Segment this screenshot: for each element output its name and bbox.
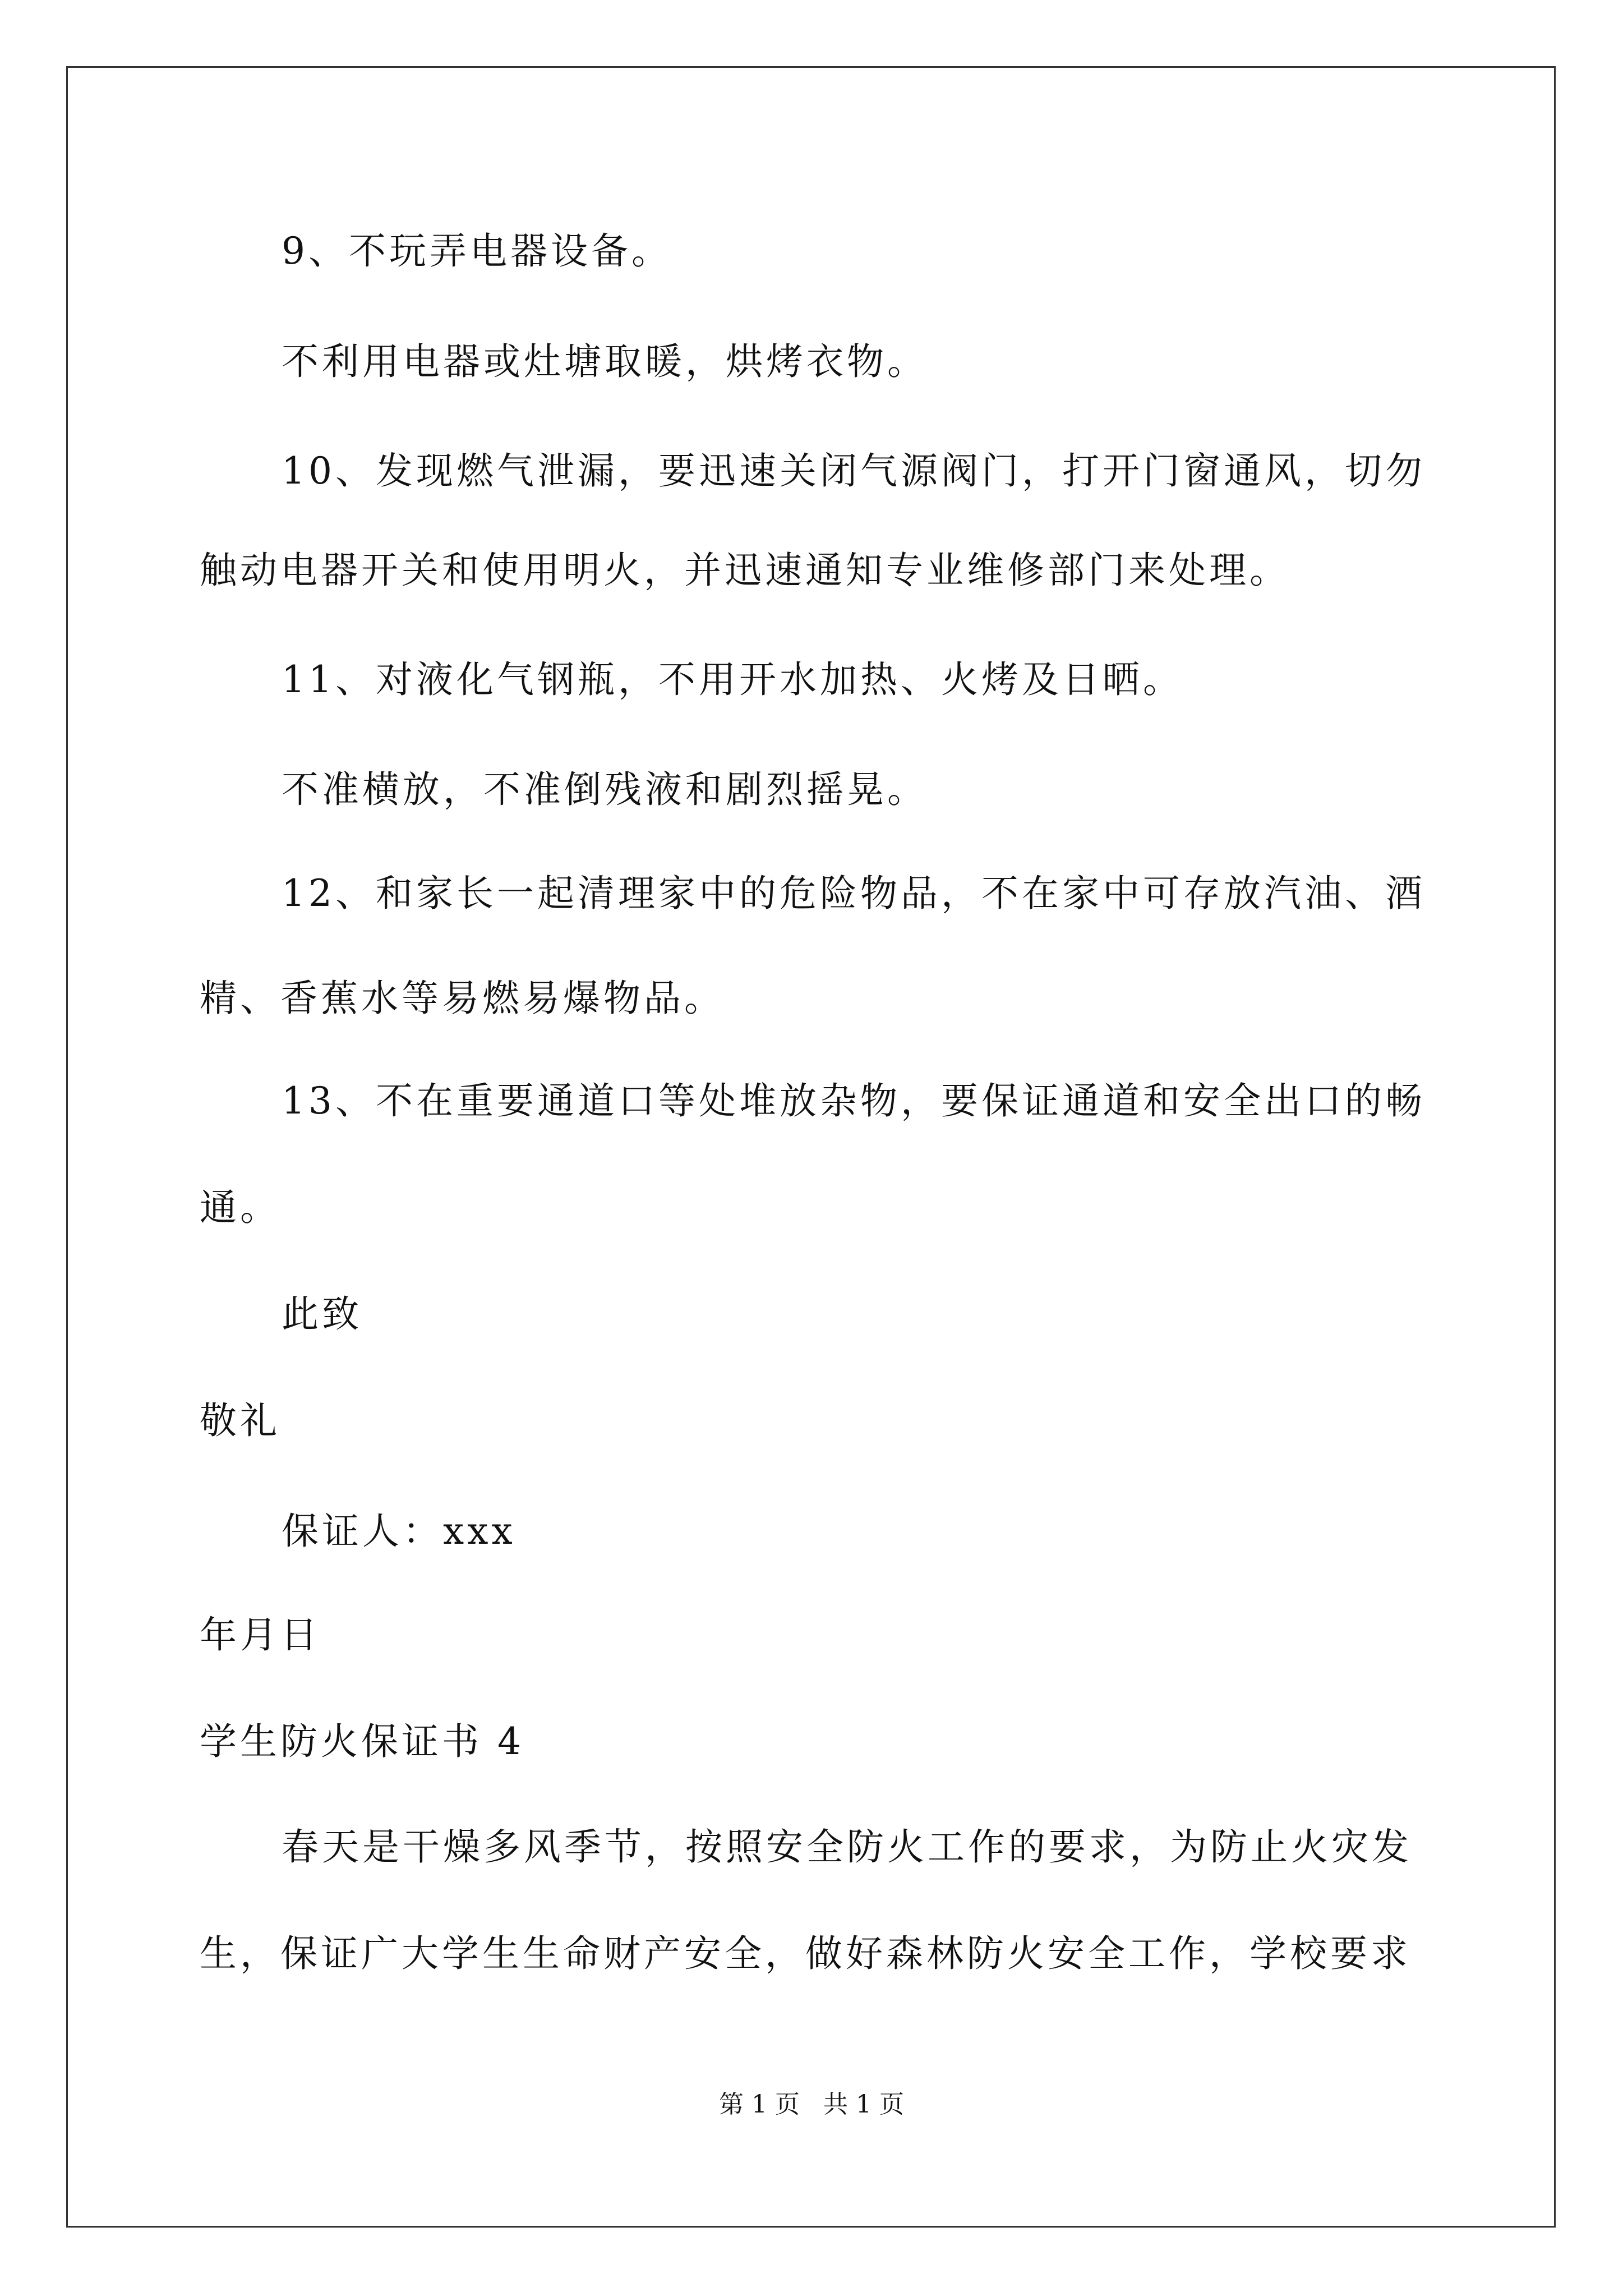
paragraph-line: 10、发现燃气泄漏，要迅速关闭气源阀门，打开门窗通风，切勿: [282, 449, 1426, 493]
paragraph-line: 触动电器开关和使用明火，并迅速通知专业维修部门来处理。: [200, 549, 1290, 592]
paragraph-line: 精、香蕉水等易燃易爆物品。: [200, 977, 725, 1020]
date-line: 年月日: [200, 1613, 321, 1657]
paragraph-line: 春天是干燥多风季节，按照安全防火工作的要求，为防止火灾发: [282, 1825, 1412, 1869]
closing-regards: 敬礼: [200, 1399, 280, 1442]
paragraph-line: 通。: [200, 1186, 280, 1229]
paragraph-line: 9、不玩弄电器设备。: [282, 229, 672, 273]
paragraph-line: 不准横放，不准倒残液和剧烈摇晃。: [282, 768, 928, 811]
closing-salutation: 此致: [282, 1292, 362, 1336]
page-footer: 第 1 页 共 1 页: [719, 2090, 904, 2119]
guarantor-line: 保证人：xxx: [282, 1510, 516, 1553]
paragraph-line: 生，保证广大学生生命财产安全，做好森林防火安全工作，学校要求: [200, 1932, 1411, 1975]
paragraph-line: 13、不在重要通道口等处堆放杂物，要保证通道和安全出口的畅: [282, 1079, 1426, 1122]
paragraph-line: 12、和家长一起清理家中的危险物品，不在家中可存放汽油、酒: [282, 872, 1426, 915]
paragraph-line: 不利用电器或灶塘取暖，烘烤衣物。: [282, 340, 928, 383]
section-heading: 学生防火保证书 4: [200, 1720, 524, 1763]
paragraph-line: 11、对液化气钢瓶，不用开水加热、火烤及日晒。: [282, 658, 1183, 701]
